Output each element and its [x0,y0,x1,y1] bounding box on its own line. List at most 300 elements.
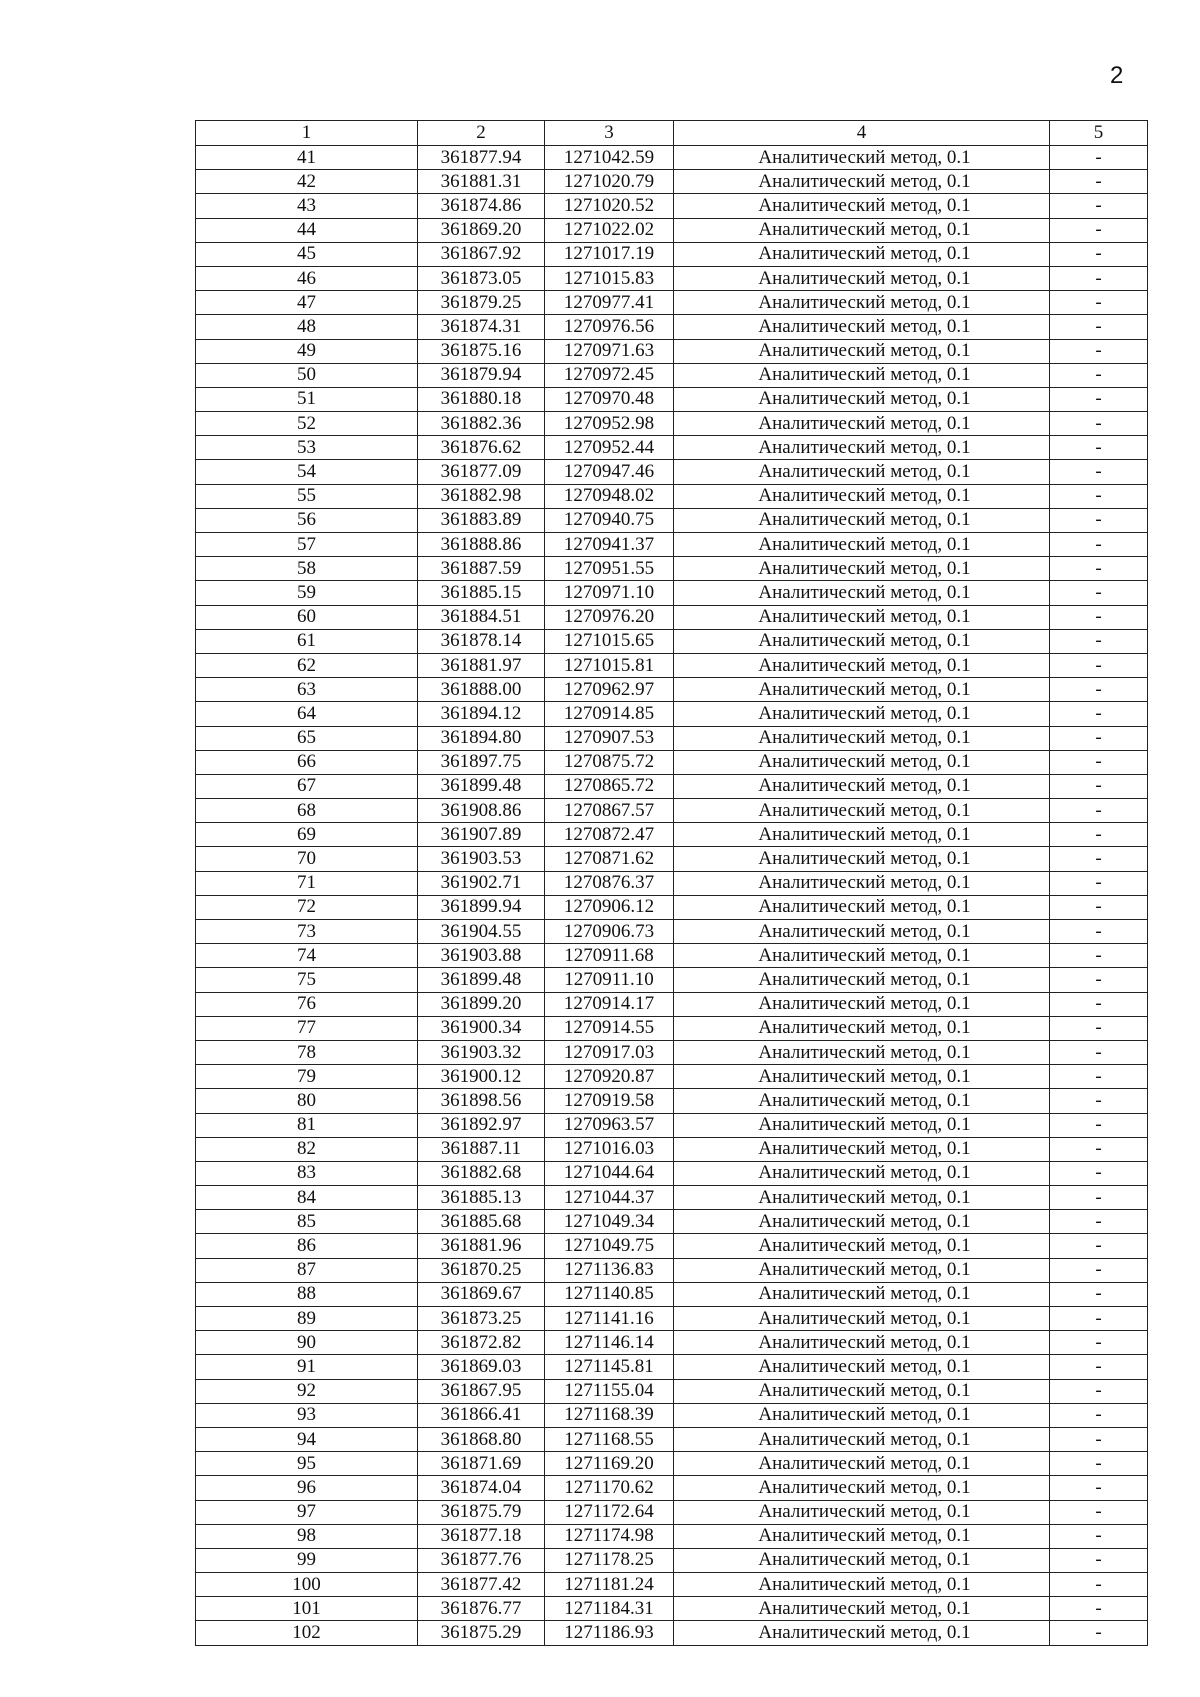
y-coordinate-cell: 1270972.45 [545,363,674,387]
table-row [196,968,1148,992]
column-header-3: 3 [545,121,674,146]
note-cell: - [1050,1210,1148,1234]
note-cell: - [1050,678,1148,702]
y-coordinate-cell: 1271169.20 [545,1452,674,1476]
point-number-cell: 45 [196,242,418,266]
y-coordinate-cell: 1271049.34 [545,1210,674,1234]
x-coordinate-cell: 361885.13 [418,1186,545,1210]
y-coordinate-cell: 1270906.12 [545,895,674,919]
table-row [196,1403,1148,1427]
table-row [196,920,1148,944]
table-row [196,605,1148,629]
note-cell: - [1050,291,1148,315]
note-cell: - [1050,1040,1148,1064]
x-coordinate-cell: 361900.34 [418,1016,545,1040]
y-coordinate-cell: 1271042.59 [545,146,674,170]
y-coordinate-cell: 1270948.02 [545,484,674,508]
table-row [196,242,1148,266]
y-coordinate-cell: 1271017.19 [545,242,674,266]
method-accuracy-cell: Аналитический метод, 0.1 [674,581,1050,605]
method-accuracy-cell: Аналитический метод, 0.1 [674,1307,1050,1331]
x-coordinate-cell: 361869.03 [418,1355,545,1379]
table-row [196,1500,1148,1524]
point-number-cell: 100 [196,1573,418,1597]
point-number-cell: 72 [196,895,418,919]
note-cell: - [1050,1548,1148,1572]
y-coordinate-cell: 1270952.44 [545,436,674,460]
point-number-cell: 83 [196,1161,418,1185]
note-cell: - [1050,1355,1148,1379]
method-accuracy-cell: Аналитический метод, 0.1 [674,895,1050,919]
x-coordinate-cell: 361882.68 [418,1161,545,1185]
y-coordinate-cell: 1270914.55 [545,1016,674,1040]
table-body [196,146,1148,1646]
table-row [196,315,1148,339]
table-row [196,1137,1148,1161]
y-coordinate-cell: 1270920.87 [545,1065,674,1089]
table-row [196,412,1148,436]
method-accuracy-cell: Аналитический метод, 0.1 [674,1500,1050,1524]
x-coordinate-cell: 361903.53 [418,847,545,871]
x-coordinate-cell: 361887.59 [418,557,545,581]
note-cell: - [1050,412,1148,436]
method-accuracy-cell: Аналитический метод, 0.1 [674,847,1050,871]
x-coordinate-cell: 361881.97 [418,653,545,677]
x-coordinate-cell: 361877.42 [418,1573,545,1597]
note-cell: - [1050,1452,1148,1476]
x-coordinate-cell: 361899.20 [418,992,545,1016]
point-number-cell: 84 [196,1186,418,1210]
table-row [196,1524,1148,1548]
x-coordinate-cell: 361876.62 [418,436,545,460]
table-row [196,1113,1148,1137]
point-number-cell: 63 [196,678,418,702]
table-row [196,726,1148,750]
method-accuracy-cell: Аналитический метод, 0.1 [674,1113,1050,1137]
method-accuracy-cell: Аналитический метод, 0.1 [674,266,1050,290]
x-coordinate-cell: 361874.31 [418,315,545,339]
method-accuracy-cell: Аналитический метод, 0.1 [674,629,1050,653]
table-row [196,847,1148,871]
point-number-cell: 52 [196,412,418,436]
method-accuracy-cell: Аналитический метод, 0.1 [674,1355,1050,1379]
table-row [196,557,1148,581]
note-cell: - [1050,847,1148,871]
point-number-cell: 56 [196,508,418,532]
y-coordinate-cell: 1270906.73 [545,920,674,944]
x-coordinate-cell: 361880.18 [418,387,545,411]
method-accuracy-cell: Аналитический метод, 0.1 [674,436,1050,460]
x-coordinate-cell: 361902.71 [418,871,545,895]
x-coordinate-cell: 361894.80 [418,726,545,750]
method-accuracy-cell: Аналитический метод, 0.1 [674,1234,1050,1258]
point-number-cell: 47 [196,291,418,315]
x-coordinate-cell: 361882.36 [418,412,545,436]
table-row [196,146,1148,170]
y-coordinate-cell: 1270911.10 [545,968,674,992]
table-row [196,1548,1148,1572]
y-coordinate-cell: 1270917.03 [545,1040,674,1064]
method-accuracy-cell: Аналитический метод, 0.1 [674,194,1050,218]
y-coordinate-cell: 1271020.52 [545,194,674,218]
x-coordinate-cell: 361874.04 [418,1476,545,1500]
note-cell: - [1050,1621,1148,1645]
y-coordinate-cell: 1270951.55 [545,557,674,581]
x-coordinate-cell: 361866.41 [418,1403,545,1427]
x-coordinate-cell: 361869.20 [418,218,545,242]
table-row [196,1161,1148,1185]
y-coordinate-cell: 1271178.25 [545,1548,674,1572]
y-coordinate-cell: 1271168.55 [545,1427,674,1451]
table-row [196,1427,1148,1451]
note-cell: - [1050,1573,1148,1597]
y-coordinate-cell: 1271184.31 [545,1597,674,1621]
y-coordinate-cell: 1270976.56 [545,315,674,339]
point-number-cell: 43 [196,194,418,218]
point-number-cell: 85 [196,1210,418,1234]
point-number-cell: 54 [196,460,418,484]
table-row [196,1234,1148,1258]
x-coordinate-cell: 361908.86 [418,799,545,823]
y-coordinate-cell: 1271145.81 [545,1355,674,1379]
note-cell: - [1050,146,1148,170]
x-coordinate-cell: 361899.94 [418,895,545,919]
note-cell: - [1050,1186,1148,1210]
method-accuracy-cell: Аналитический метод, 0.1 [674,339,1050,363]
method-accuracy-cell: Аналитический метод, 0.1 [674,1524,1050,1548]
note-cell: - [1050,218,1148,242]
method-accuracy-cell: Аналитический метод, 0.1 [674,605,1050,629]
note-cell: - [1050,726,1148,750]
method-accuracy-cell: Аналитический метод, 0.1 [674,968,1050,992]
method-accuracy-cell: Аналитический метод, 0.1 [674,1258,1050,1282]
point-number-cell: 58 [196,557,418,581]
x-coordinate-cell: 361885.68 [418,1210,545,1234]
y-coordinate-cell: 1270907.53 [545,726,674,750]
note-cell: - [1050,653,1148,677]
table-row [196,1258,1148,1282]
note-cell: - [1050,871,1148,895]
note-cell: - [1050,484,1148,508]
note-cell: - [1050,339,1148,363]
point-number-cell: 92 [196,1379,418,1403]
y-coordinate-cell: 1271015.65 [545,629,674,653]
method-accuracy-cell: Аналитический метод, 0.1 [674,1137,1050,1161]
table-row [196,1040,1148,1064]
method-accuracy-cell: Аналитический метод, 0.1 [674,726,1050,750]
note-cell: - [1050,266,1148,290]
note-cell: - [1050,823,1148,847]
y-coordinate-cell: 1270971.10 [545,581,674,605]
note-cell: - [1050,750,1148,774]
x-coordinate-cell: 361874.86 [418,194,545,218]
point-number-cell: 68 [196,799,418,823]
x-coordinate-cell: 361869.67 [418,1282,545,1306]
x-coordinate-cell: 361904.55 [418,920,545,944]
table-row [196,1282,1148,1306]
method-accuracy-cell: Аналитический метод, 0.1 [674,1210,1050,1234]
method-accuracy-cell: Аналитический метод, 0.1 [674,871,1050,895]
method-accuracy-cell: Аналитический метод, 0.1 [674,702,1050,726]
point-number-cell: 42 [196,170,418,194]
table-row [196,1597,1148,1621]
point-number-cell: 95 [196,1452,418,1476]
y-coordinate-cell: 1271015.83 [545,266,674,290]
method-accuracy-cell: Аналитический метод, 0.1 [674,1452,1050,1476]
point-number-cell: 50 [196,363,418,387]
y-coordinate-cell: 1270976.20 [545,605,674,629]
method-accuracy-cell: Аналитический метод, 0.1 [674,1089,1050,1113]
method-accuracy-cell: Аналитический метод, 0.1 [674,291,1050,315]
point-number-cell: 59 [196,581,418,605]
method-accuracy-cell: Аналитический метод, 0.1 [674,1621,1050,1645]
table-row [196,1379,1148,1403]
note-cell: - [1050,1403,1148,1427]
point-number-cell: 76 [196,992,418,1016]
point-number-cell: 55 [196,484,418,508]
table-row [196,629,1148,653]
method-accuracy-cell: Аналитический метод, 0.1 [674,484,1050,508]
y-coordinate-cell: 1270914.85 [545,702,674,726]
y-coordinate-cell: 1270865.72 [545,774,674,798]
y-coordinate-cell: 1270970.48 [545,387,674,411]
coordinates-table [195,120,1148,1646]
note-cell: - [1050,533,1148,557]
y-coordinate-cell: 1271174.98 [545,1524,674,1548]
x-coordinate-cell: 361877.76 [418,1548,545,1572]
point-number-cell: 61 [196,629,418,653]
y-coordinate-cell: 1270940.75 [545,508,674,532]
point-number-cell: 64 [196,702,418,726]
note-cell: - [1050,436,1148,460]
point-number-cell: 79 [196,1065,418,1089]
method-accuracy-cell: Аналитический метод, 0.1 [674,557,1050,581]
table-row [196,895,1148,919]
note-cell: - [1050,702,1148,726]
table-row [196,678,1148,702]
y-coordinate-cell: 1270962.97 [545,678,674,702]
method-accuracy-cell: Аналитический метод, 0.1 [674,1476,1050,1500]
x-coordinate-cell: 361887.11 [418,1137,545,1161]
table-row [196,484,1148,508]
table-row [196,363,1148,387]
note-cell: - [1050,1258,1148,1282]
table-row [196,1065,1148,1089]
y-coordinate-cell: 1271022.02 [545,218,674,242]
x-coordinate-cell: 361877.94 [418,146,545,170]
table-row [196,944,1148,968]
note-cell: - [1050,1065,1148,1089]
method-accuracy-cell: Аналитический метод, 0.1 [674,1065,1050,1089]
table-row [196,533,1148,557]
y-coordinate-cell: 1271141.16 [545,1307,674,1331]
note-cell: - [1050,1234,1148,1258]
point-number-cell: 67 [196,774,418,798]
x-coordinate-cell: 361867.95 [418,1379,545,1403]
point-number-cell: 62 [196,653,418,677]
method-accuracy-cell: Аналитический метод, 0.1 [674,920,1050,944]
point-number-cell: 102 [196,1621,418,1645]
table-row [196,1452,1148,1476]
x-coordinate-cell: 361882.98 [418,484,545,508]
y-coordinate-cell: 1271170.62 [545,1476,674,1500]
note-cell: - [1050,1476,1148,1500]
table-row [196,1621,1148,1645]
y-coordinate-cell: 1271186.93 [545,1621,674,1645]
table-row [196,266,1148,290]
table-row [196,823,1148,847]
table-header-row [196,121,1148,146]
point-number-cell: 91 [196,1355,418,1379]
x-coordinate-cell: 361871.69 [418,1452,545,1476]
note-cell: - [1050,1016,1148,1040]
method-accuracy-cell: Аналитический метод, 0.1 [674,774,1050,798]
point-number-cell: 80 [196,1089,418,1113]
x-coordinate-cell: 361881.31 [418,170,545,194]
note-cell: - [1050,1113,1148,1137]
x-coordinate-cell: 361892.97 [418,1113,545,1137]
table-row [196,581,1148,605]
x-coordinate-cell: 361903.88 [418,944,545,968]
note-cell: - [1050,194,1148,218]
y-coordinate-cell: 1271044.64 [545,1161,674,1185]
x-coordinate-cell: 361885.15 [418,581,545,605]
note-cell: - [1050,170,1148,194]
point-number-cell: 75 [196,968,418,992]
y-coordinate-cell: 1271016.03 [545,1137,674,1161]
method-accuracy-cell: Аналитический метод, 0.1 [674,1161,1050,1185]
x-coordinate-cell: 361883.89 [418,508,545,532]
x-coordinate-cell: 361907.89 [418,823,545,847]
x-coordinate-cell: 361873.05 [418,266,545,290]
y-coordinate-cell: 1271172.64 [545,1500,674,1524]
note-cell: - [1050,895,1148,919]
table-row [196,1089,1148,1113]
table-row [196,1307,1148,1331]
table-row [196,871,1148,895]
point-number-cell: 89 [196,1307,418,1331]
point-number-cell: 77 [196,1016,418,1040]
y-coordinate-cell: 1270872.47 [545,823,674,847]
y-coordinate-cell: 1270963.57 [545,1113,674,1137]
point-number-cell: 101 [196,1597,418,1621]
x-coordinate-cell: 361894.12 [418,702,545,726]
method-accuracy-cell: Аналитический метод, 0.1 [674,1186,1050,1210]
point-number-cell: 74 [196,944,418,968]
point-number-cell: 90 [196,1331,418,1355]
x-coordinate-cell: 361897.75 [418,750,545,774]
column-header-1: 1 [196,121,418,146]
table-row [196,170,1148,194]
table-row [196,799,1148,823]
x-coordinate-cell: 361884.51 [418,605,545,629]
table-row [196,194,1148,218]
note-cell: - [1050,1427,1148,1451]
x-coordinate-cell: 361878.14 [418,629,545,653]
note-cell: - [1050,460,1148,484]
note-cell: - [1050,581,1148,605]
y-coordinate-cell: 1270871.62 [545,847,674,871]
point-number-cell: 44 [196,218,418,242]
method-accuracy-cell: Аналитический метод, 0.1 [674,944,1050,968]
table-row [196,1016,1148,1040]
point-number-cell: 96 [196,1476,418,1500]
x-coordinate-cell: 361877.09 [418,460,545,484]
note-cell: - [1050,1597,1148,1621]
note-cell: - [1050,315,1148,339]
point-number-cell: 49 [196,339,418,363]
note-cell: - [1050,920,1148,944]
table-row [196,291,1148,315]
y-coordinate-cell: 1270977.41 [545,291,674,315]
table-row [196,387,1148,411]
x-coordinate-cell: 361876.77 [418,1597,545,1621]
note-cell: - [1050,774,1148,798]
y-coordinate-cell: 1271015.81 [545,653,674,677]
y-coordinate-cell: 1270919.58 [545,1089,674,1113]
y-coordinate-cell: 1270971.63 [545,339,674,363]
point-number-cell: 51 [196,387,418,411]
point-number-cell: 46 [196,266,418,290]
x-coordinate-cell: 361873.25 [418,1307,545,1331]
table-row [196,750,1148,774]
y-coordinate-cell: 1270867.57 [545,799,674,823]
point-number-cell: 98 [196,1524,418,1548]
y-coordinate-cell: 1270947.46 [545,460,674,484]
note-cell: - [1050,1282,1148,1306]
x-coordinate-cell: 361872.82 [418,1331,545,1355]
table-row [196,1476,1148,1500]
table-row [196,460,1148,484]
point-number-cell: 99 [196,1548,418,1572]
point-number-cell: 65 [196,726,418,750]
method-accuracy-cell: Аналитический метод, 0.1 [674,653,1050,677]
method-accuracy-cell: Аналитический метод, 0.1 [674,1403,1050,1427]
point-number-cell: 94 [196,1427,418,1451]
point-number-cell: 71 [196,871,418,895]
method-accuracy-cell: Аналитический метод, 0.1 [674,1427,1050,1451]
table-row [196,218,1148,242]
method-accuracy-cell: Аналитический метод, 0.1 [674,508,1050,532]
method-accuracy-cell: Аналитический метод, 0.1 [674,218,1050,242]
page-number: 2 [1110,62,1124,89]
x-coordinate-cell: 361868.80 [418,1427,545,1451]
table-row [196,1573,1148,1597]
method-accuracy-cell: Аналитический метод, 0.1 [674,1573,1050,1597]
note-cell: - [1050,387,1148,411]
column-header-4: 4 [674,121,1050,146]
method-accuracy-cell: Аналитический метод, 0.1 [674,412,1050,436]
x-coordinate-cell: 361900.12 [418,1065,545,1089]
x-coordinate-cell: 361867.92 [418,242,545,266]
point-number-cell: 53 [196,436,418,460]
note-cell: - [1050,363,1148,387]
table-row [196,1355,1148,1379]
x-coordinate-cell: 361899.48 [418,968,545,992]
note-cell: - [1050,1524,1148,1548]
method-accuracy-cell: Аналитический метод, 0.1 [674,363,1050,387]
note-cell: - [1050,992,1148,1016]
point-number-cell: 86 [196,1234,418,1258]
table-row [196,508,1148,532]
point-number-cell: 82 [196,1137,418,1161]
table-row [196,1331,1148,1355]
y-coordinate-cell: 1271181.24 [545,1573,674,1597]
x-coordinate-cell: 361879.94 [418,363,545,387]
y-coordinate-cell: 1271140.85 [545,1282,674,1306]
method-accuracy-cell: Аналитический метод, 0.1 [674,1597,1050,1621]
y-coordinate-cell: 1271020.79 [545,170,674,194]
